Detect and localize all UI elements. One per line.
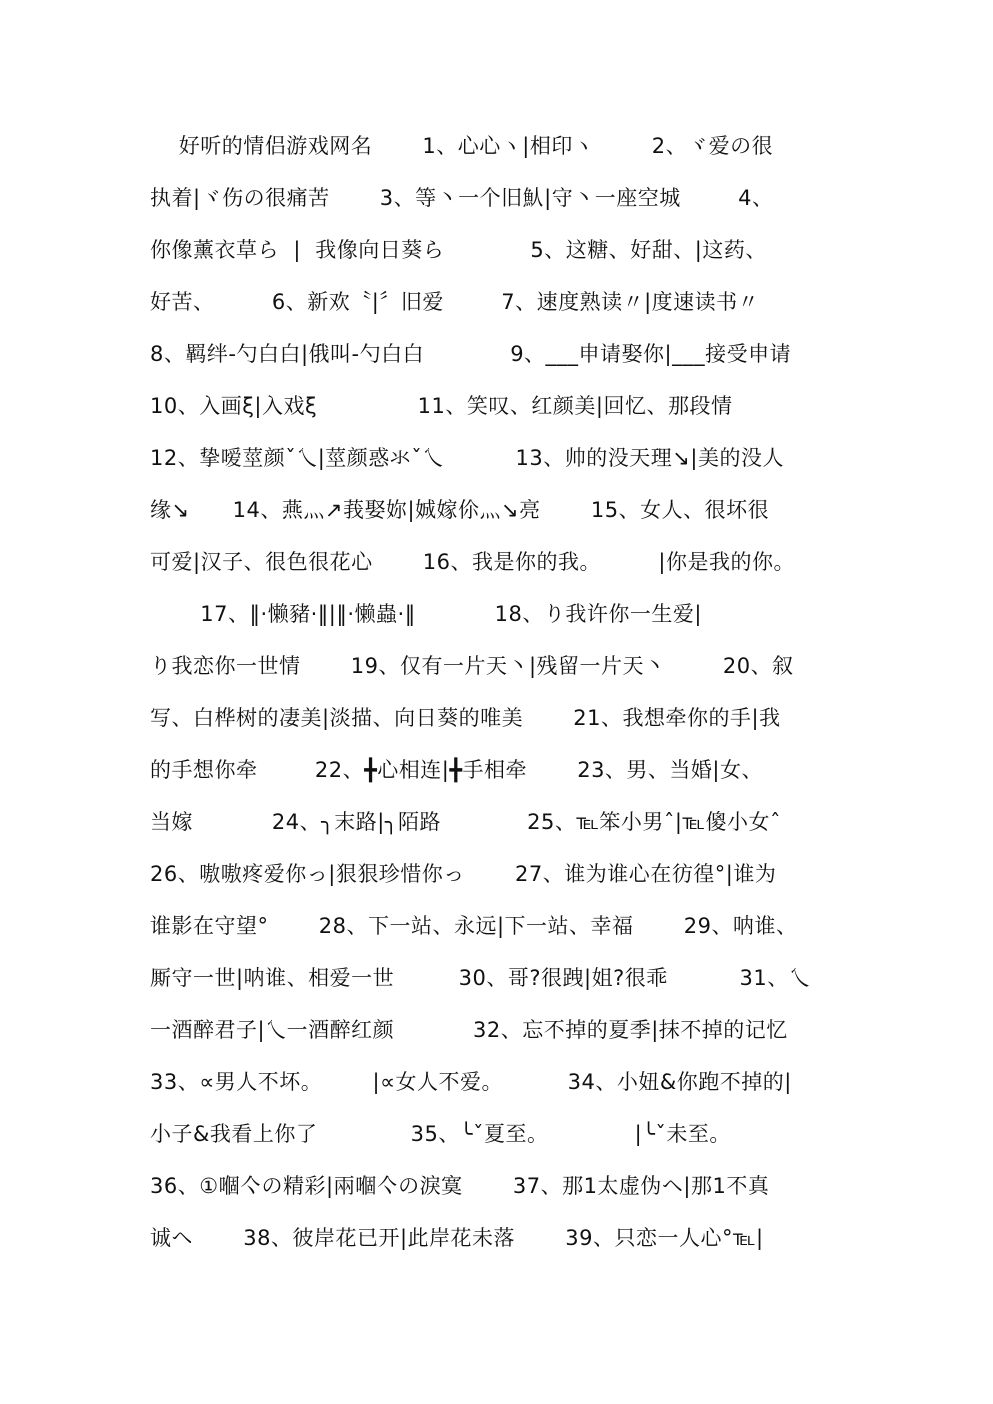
text-line: 执着|ヾ伤の很痛苦 3、等丶一个旧魜|守丶一座空城 4、 (150, 186, 774, 210)
text-line: 26、嗷嗷疼爱你っ|狠狠珍惜你っ 27、谁为谁心在彷徨°|谁为 (150, 862, 777, 886)
text-line: 厮守一世|呐谁、相爱一世 30、哥?很跩|姐?很乖 31、乀 (150, 966, 811, 990)
text-line: 36、①嗰亽の精彩|兩嗰亽の淚寞 37、那1太虚伪ヘ|那1不真 (150, 1174, 770, 1198)
text-line: 可爱|汉子、很色很花心 16、我是你的我。 |你是我的你。 (150, 550, 795, 574)
text-line: 的手想你牵 22、╋心相连|╋手相牵 23、男、当婚|女、 (150, 758, 764, 782)
text-line: り我恋你一世情 19、仅有一片天丶|残留一片天丶 20、叙 (150, 654, 794, 678)
text-line: 10、入画ξ|入戏ξ 11、笑叹、红颜美|回忆、那段情 (150, 394, 733, 418)
text-line: 好苦、 6、新欢〝|〞旧爱 7、速度熟读〃|度速读书〃 (150, 290, 760, 314)
text-line: 33、∝男人不坏。 |∝女人不爱。 34、小妞&你跑不掉的| (150, 1070, 792, 1094)
text-line: 写、白桦树的凄美|淡描、向日葵的唯美 21、我想牵你的手|我 (150, 706, 781, 730)
text-line: 17、‖·懒豬·‖|‖·懒蟲·‖ 18、り我许你一生爱| (150, 602, 702, 626)
text-line: 你像薰衣草ら | 我像向日葵ら 5、这糖、好甜、|这药、 (150, 238, 767, 262)
text-line: 12、挚嗳莖颜ˇ乀|莖颜惑氺ˇ乀 13、帅的没天理↘|美的没人 (150, 446, 784, 470)
text-line: 8、羁绊-勺白白|俄叫-勺白白 9、___申请娶你|___接受申请 (150, 342, 792, 366)
text-line: 好听的情侣游戏网名 1、心心ヽ|相印ヽ 2、ヾ爱の很 (150, 134, 774, 158)
text-line: 当嫁 24、╮末路|╮陌路 25、℡笨小男ˆ|℡傻小女ˆ (150, 810, 782, 834)
text-line: 缘↘ 14、燕灬↗莪娶妳|娍嫁伱灬↘亮 15、女人、很坏很 (150, 498, 770, 522)
text-line: 小子&我看上你了 35、╰ˇ夏至。 |╰ˇ未至。 (150, 1122, 731, 1146)
text-line: 谁影在守望° 28、下一站、永远|下一站、幸福 29、呐谁、 (150, 914, 798, 938)
text-line: 诚ヘ 38、彼岸花已开|此岸花未落 39、只恋一人心°℡| (150, 1226, 764, 1250)
text-line: 一酒醉君子|乀一酒醉红颜 32、忘不掉的夏季|抹不掉的记忆 (150, 1018, 788, 1042)
